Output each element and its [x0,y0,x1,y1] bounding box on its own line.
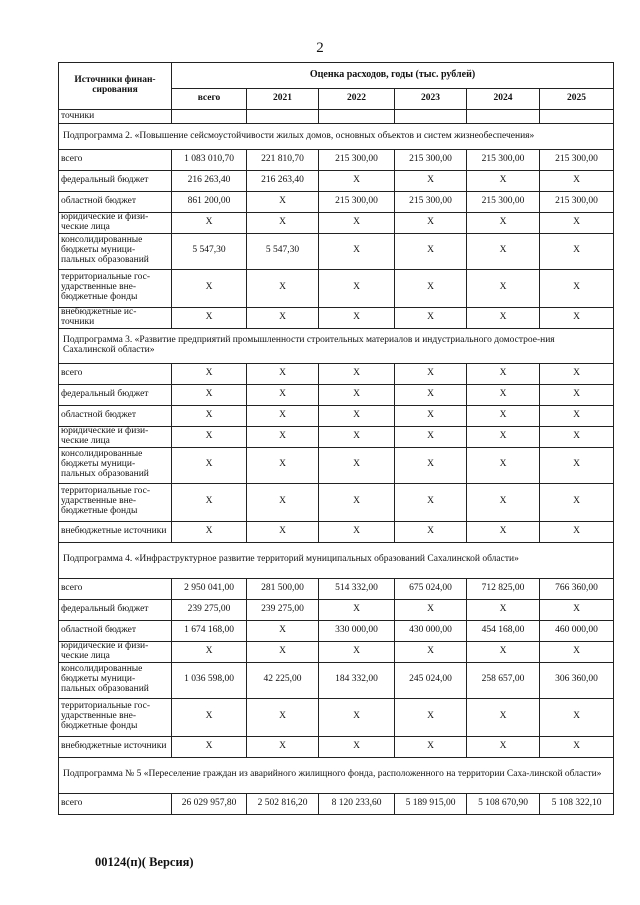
table-cell: X [247,213,319,234]
table-cell: 8 120 233,60 [319,793,395,814]
table-cell: X [172,384,247,405]
table-cell: X [540,447,614,483]
row-label: консолидированные бюджеты муници-пальных образований [59,233,172,269]
table-cell: 675 024,00 [395,578,467,599]
table-cell: X [319,521,395,542]
table-cell: X [467,521,540,542]
table-cell: 42 225,00 [247,662,319,698]
table-cell: X [247,363,319,384]
table-cell: X [395,363,467,384]
table-cell: X [247,521,319,542]
table-cell: 258 657,00 [467,662,540,698]
footer-document-code: 00124(п)( Версия) [95,855,194,869]
table-cell: X [395,426,467,447]
table-cell: 216 263,40 [172,171,247,192]
section-row [59,542,614,578]
table-row [59,363,614,384]
row-label: всего [59,150,172,171]
table-cell: X [247,307,319,328]
table-cell: X [172,698,247,736]
table-cell: 239 275,00 [172,599,247,620]
table-cell: X [467,233,540,269]
table-cell: 712 825,00 [467,578,540,599]
row-label: областной бюджет [59,620,172,641]
table-cell: X [540,641,614,662]
table-row [59,384,614,405]
table-cell: 216 263,40 [247,171,319,192]
row-label: консолидированные бюджеты муници-пальных образований [59,662,172,698]
table-cell: X [540,233,614,269]
table-cell: X [540,363,614,384]
table-cell: X [172,483,247,521]
row-label: всего [59,578,172,599]
table-cell: 215 300,00 [395,192,467,213]
row-label: федеральный бюджет [59,599,172,620]
table-cell: X [395,405,467,426]
table-row [59,662,614,698]
table-cell: 2 502 816,20 [247,793,319,814]
table-cell: 215 300,00 [467,192,540,213]
table-row [59,620,614,641]
table-cell: 215 300,00 [540,192,614,213]
table-cell [467,110,540,124]
table-row [59,736,614,757]
table-cell: 215 300,00 [540,150,614,171]
table-cell: X [172,736,247,757]
table-cell: X [395,447,467,483]
section-title: Подпрограмма № 5 «Переселение граждан из аварийного жилищного фонда, расположенного на территории Саха-линской области» [59,757,614,793]
table-cell: X [395,307,467,328]
table-cell [319,110,395,124]
table-cell: 5 108 322,10 [540,793,614,814]
row-label: федеральный бюджет [59,171,172,192]
row-label: территориальные гос-ударственные вне-бюджетные фонды [59,269,172,307]
table-row [59,405,614,426]
table-cell: 1 036 598,00 [172,662,247,698]
table-cell: X [247,698,319,736]
table-cell: X [540,736,614,757]
table-cell: X [319,384,395,405]
table-row [59,793,614,814]
column-header: 2025 [540,89,614,110]
table-cell: X [467,483,540,521]
table-cell: X [172,213,247,234]
table-cell: X [319,171,395,192]
section-title: Подпрограмма 2. «Повышение сейсмоустойчивости жилых домов, основных объектов и систем жизнеобеспечения» [59,124,614,150]
table-row [59,213,614,234]
table-cell: X [319,426,395,447]
row-label: внебюджетные ис-точники [59,307,172,328]
table-cell: X [395,233,467,269]
table-cell: X [467,213,540,234]
table-row [59,447,614,483]
table-cell: X [540,269,614,307]
table-cell: X [540,426,614,447]
table-cell: 281 500,00 [247,578,319,599]
table-cell: X [540,384,614,405]
table-cell: X [247,736,319,757]
table-cell: 215 300,00 [395,150,467,171]
table-cell: X [172,269,247,307]
table-cell: 330 000,00 [319,620,395,641]
table-cell: X [247,269,319,307]
column-header: 2022 [319,89,395,110]
table-cell: X [467,384,540,405]
table-cell: 221 810,70 [247,150,319,171]
table-cell: X [540,405,614,426]
table-cell: X [172,405,247,426]
section-row [59,757,614,793]
row-label: территориальные гос-ударственные вне-бюджетные фонды [59,483,172,521]
table-cell: X [395,384,467,405]
table-cell: X [319,213,395,234]
table-cell: X [395,171,467,192]
table-cell: X [319,483,395,521]
table-cell: X [247,192,319,213]
page-number: 2 [316,40,324,56]
table-cell: X [395,599,467,620]
table-cell: X [172,363,247,384]
table-cell: 1 674 168,00 [172,620,247,641]
column-header: 2021 [247,89,319,110]
row-label: областной бюджет [59,192,172,213]
table-cell: 215 300,00 [319,192,395,213]
table-cell: X [540,307,614,328]
table-cell: 5 189 915,00 [395,793,467,814]
table-row [59,233,614,269]
table-cell: X [247,447,319,483]
table-row [59,307,614,328]
table-row [59,641,614,662]
table-cell [172,110,247,124]
table-cell: X [540,171,614,192]
table-cell: X [540,599,614,620]
table-row [59,599,614,620]
row-label: консолидированные бюджеты муници-пальных образований [59,447,172,483]
table-cell: X [247,405,319,426]
table-cell: 2 950 041,00 [172,578,247,599]
table-cell: X [540,698,614,736]
table-cell [395,110,467,124]
table-cell: X [319,641,395,662]
row-label: юридические и физи-ческие лица [59,213,172,234]
table-cell: 5 108 670,90 [467,793,540,814]
table-cell: 430 000,00 [395,620,467,641]
table-cell: X [467,307,540,328]
table-cell: X [247,620,319,641]
table-row [59,192,614,213]
column-header: 2023 [395,89,467,110]
row-label: точники [59,110,172,124]
table-cell: X [172,447,247,483]
table-cell: 215 300,00 [319,150,395,171]
table-row [59,150,614,171]
table-cell: 766 360,00 [540,578,614,599]
table-cell: X [319,599,395,620]
table-cell: X [467,426,540,447]
table-row [59,171,614,192]
table-cell: 861 200,00 [172,192,247,213]
table-cell: X [319,269,395,307]
table-cell: X [247,641,319,662]
table-cell: 454 168,00 [467,620,540,641]
table-cell: X [467,736,540,757]
table-row [59,521,614,542]
table-cell: X [247,483,319,521]
table-cell: X [319,307,395,328]
section-row [59,328,614,363]
table-cell: 514 332,00 [319,578,395,599]
table-cell: X [319,736,395,757]
table-cell: X [540,213,614,234]
header-row [59,63,614,89]
section-title: Подпрограмма 4. «Инфраструктурное развитие территорий муниципальных образований Сахалинской области» [59,542,614,578]
header-estimate: Оценка расходов, годы (тыс. рублей) [172,63,614,89]
table-cell: 215 300,00 [467,150,540,171]
table-cell: 26 029 957,80 [172,793,247,814]
table-cell: X [172,307,247,328]
table-cell: X [319,405,395,426]
table-cell: X [467,641,540,662]
table-cell: 5 547,30 [172,233,247,269]
column-header: 2024 [467,89,540,110]
table-cell: X [172,521,247,542]
table-cell: X [319,233,395,269]
table-cell: X [467,599,540,620]
table-cell: X [467,363,540,384]
table-cell: X [395,698,467,736]
row-label: всего [59,363,172,384]
table-cell: 306 360,00 [540,662,614,698]
table-cell: X [540,521,614,542]
table-cell: X [395,269,467,307]
column-header: всего [172,89,247,110]
table-row [59,578,614,599]
table-cell: X [247,426,319,447]
table-cell: X [395,736,467,757]
table-cell: X [172,426,247,447]
table-cell: X [172,641,247,662]
table-row [59,110,614,124]
table-body [59,110,614,815]
table-cell: X [395,213,467,234]
row-label: территориальные гос-ударственные вне-бюджетные фонды [59,698,172,736]
table-row [59,483,614,521]
table-row [59,698,614,736]
header-source: Источники финан-сирования [59,63,172,110]
table-cell: X [319,363,395,384]
table-cell: X [467,405,540,426]
table-row [59,426,614,447]
section-row [59,124,614,150]
section-title: Подпрограмма 3. «Развитие предприятий промышленности строительных материалов и индустриального домострое-ния Сахалинской области» [59,328,614,363]
table-cell: X [319,447,395,483]
table-cell: 5 547,30 [247,233,319,269]
table-cell: 239 275,00 [247,599,319,620]
row-label: всего [59,793,172,814]
row-label: юридические и физи-ческие лица [59,426,172,447]
row-label: внебюджетные источники [59,736,172,757]
table-cell: X [467,171,540,192]
table-cell: X [467,698,540,736]
table-cell: 460 000,00 [540,620,614,641]
table-cell [247,110,319,124]
table-cell: 1 083 010,70 [172,150,247,171]
table-cell: X [467,269,540,307]
table-cell: X [247,384,319,405]
table-cell: X [395,641,467,662]
table-cell: X [319,698,395,736]
budget-table [58,62,614,815]
table-cell: 245 024,00 [395,662,467,698]
table-row [59,269,614,307]
table-cell: X [395,521,467,542]
row-label: юридические и физи-ческие лица [59,641,172,662]
table-cell: X [467,447,540,483]
row-label: внебюджетные источники [59,521,172,542]
row-label: федеральный бюджет [59,384,172,405]
table-cell: X [395,483,467,521]
table-cell [540,110,614,124]
row-label: областной бюджет [59,405,172,426]
table-cell: X [540,483,614,521]
table-cell: 184 332,00 [319,662,395,698]
